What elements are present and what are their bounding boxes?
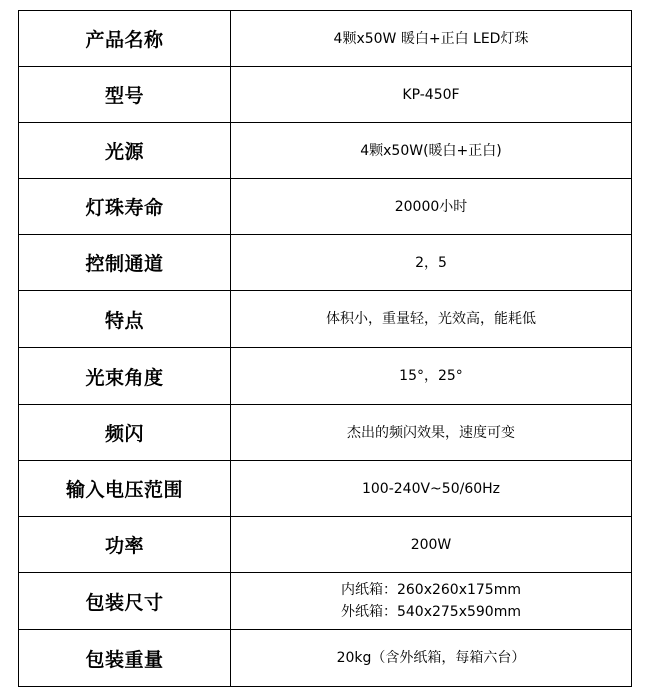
table-row <box>19 235 632 291</box>
lamp-life-label: 灯珠寿命 <box>19 179 231 235</box>
table-row <box>19 348 632 405</box>
spec-table <box>18 10 632 687</box>
product-name-label: 产品名称 <box>19 11 231 67</box>
model-value: KP-450F <box>231 67 632 123</box>
features-value: 体积小，重量轻，光效高，能耗低 <box>231 291 632 348</box>
package-weight-value: 20kg（含外纸箱，每箱六台） <box>231 630 632 687</box>
strobe-value: 杰出的频闪效果，速度可变 <box>231 405 632 461</box>
table-row <box>19 517 632 573</box>
power-label: 功率 <box>19 517 231 573</box>
light-source-value: 4颗x50W(暖白+正白) <box>231 123 632 179</box>
beam-angle-label: 光束角度 <box>19 348 231 405</box>
lamp-life-value: 20000小时 <box>231 179 632 235</box>
table-row <box>19 405 632 461</box>
table-row <box>19 291 632 348</box>
table-row <box>19 67 632 123</box>
table-row <box>19 630 632 687</box>
input-voltage-value: 100-240V~50/60Hz <box>231 461 632 517</box>
product-name-value: 4颗x50W 暖白+正白 LED灯珠 <box>231 11 632 67</box>
table-row <box>19 573 632 630</box>
control-channels-label: 控制通道 <box>19 235 231 291</box>
outer-carton-size: 外纸箱：540x275x590mm <box>340 604 521 620</box>
features-label: 特点 <box>19 291 231 348</box>
light-source-label: 光源 <box>19 123 231 179</box>
input-voltage-label: 输入电压范围 <box>19 461 231 517</box>
package-weight-label: 包装重量 <box>19 630 231 687</box>
table-row <box>19 461 632 517</box>
inner-carton-size: 内纸箱：260x260x175mm <box>340 582 521 598</box>
model-label: 型号 <box>19 67 231 123</box>
strobe-label: 频闪 <box>19 405 231 461</box>
package-size-value <box>231 573 632 630</box>
package-size-label: 包装尺寸 <box>19 573 231 630</box>
control-channels-value: 2，5 <box>231 235 632 291</box>
beam-angle-value: 15°，25° <box>231 348 632 405</box>
table-row <box>19 11 632 67</box>
table-row <box>19 179 632 235</box>
power-value: 200W <box>231 517 632 573</box>
table-row <box>19 123 632 179</box>
